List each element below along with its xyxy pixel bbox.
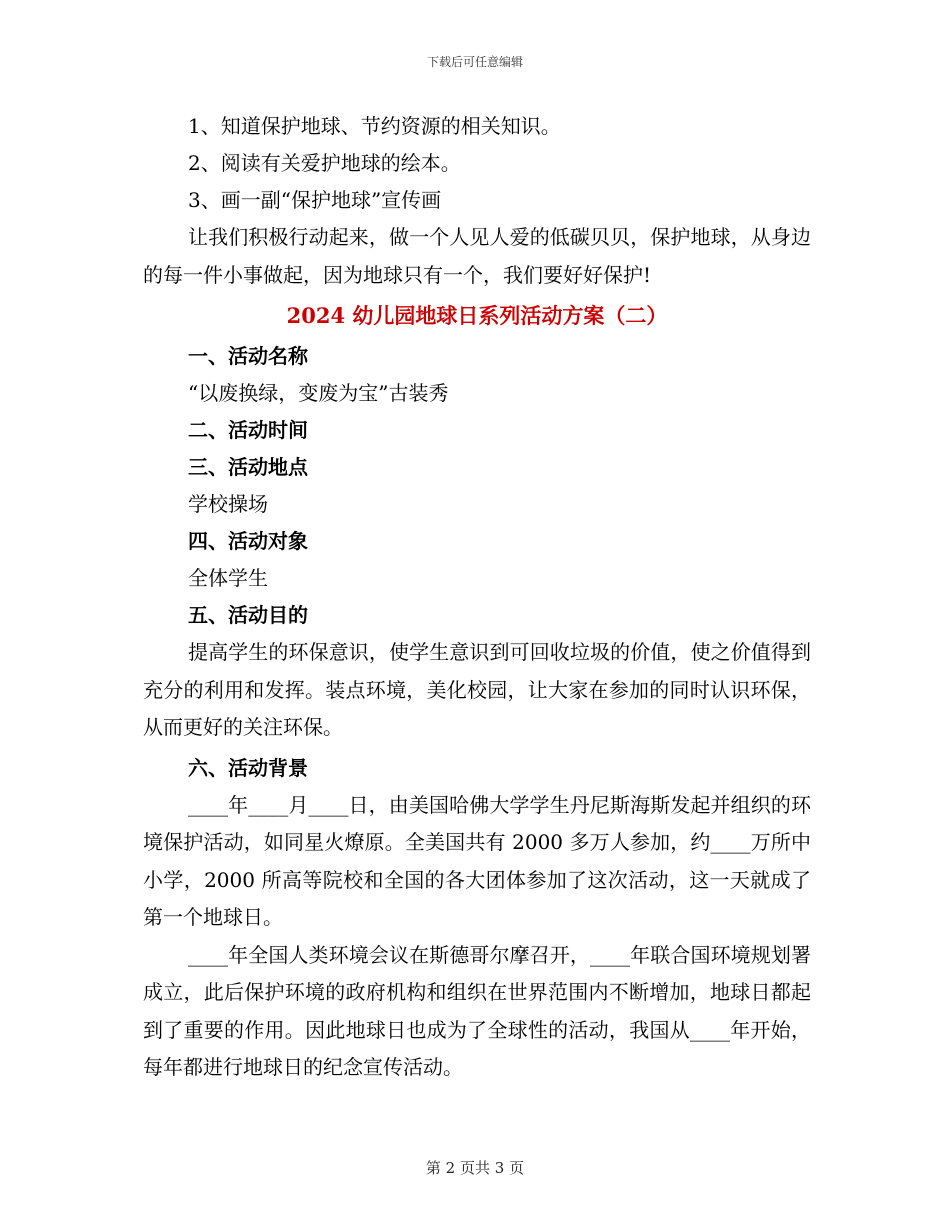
purpose-paragraph: 提高学生的环保意识，使学生意识到可回收垃圾的价值，使之价值得到充分的利用和发挥。装点环境，美化校园，让大家在参加的同时认识环保，从而更好的关注环保。 bbox=[143, 640, 811, 739]
page-footer: 第 2 页共 3 页 bbox=[425, 1159, 525, 1177]
list-item: 1、知道保护地球、节约资源的相关知识。 bbox=[188, 114, 561, 138]
document-body bbox=[143, 108, 811, 1087]
section-heading: 四、活动对象 bbox=[188, 529, 308, 553]
list-item: 2、阅读有关爱护地球的绘本。 bbox=[188, 151, 461, 175]
section-heading: 三、活动地点 bbox=[188, 455, 308, 479]
section-heading: 六、活动背景 bbox=[188, 755, 308, 780]
section-heading: 一、活动名称 bbox=[188, 344, 308, 368]
closing-paragraph: 让我们积极行动起来，做一个人见人爱的低碳贝贝，保护地球，从身边的每一件小事做起，因为地球只有一个，我们要好好保护! bbox=[143, 225, 811, 287]
document-title: 2024 幼儿园地球日系列活动方案（二） bbox=[286, 303, 668, 328]
section-heading: 二、活动时间 bbox=[188, 418, 308, 442]
section-text: “以废换绿，变废为宝”古装秀 bbox=[188, 381, 449, 405]
section-text: 学校操场 bbox=[188, 492, 268, 516]
section-heading: 五、活动目的 bbox=[188, 603, 308, 627]
page-header: 下载后可任意编辑 bbox=[426, 55, 523, 69]
list-item: 3、画一副“保护地球”宣传画 bbox=[188, 188, 442, 212]
section-text: 全体学生 bbox=[188, 566, 268, 590]
background-paragraph: ____年____月____日，由美国哈佛大学学生丹尼斯海斯发起并组织的环境保护活动，如同星火燎原。全美国共有 2000 多万人参加，约____万所中小学，2000 所高等院校和全国的各大团体参加了这次活动，这一天就成了第一个地球日。 bbox=[143, 792, 811, 929]
background-paragraph: ____年全国人类环境会议在斯德哥尔摩召开，____年联合国环境规划署成立，此后保护环境的政府机构和组织在世界范围内不断增加，地球日都起到了重要的作用。因此地球日也成为了全球性的活动，我国从____年开始，每年都进行地球日的纪念宣传活动。 bbox=[143, 942, 811, 1079]
